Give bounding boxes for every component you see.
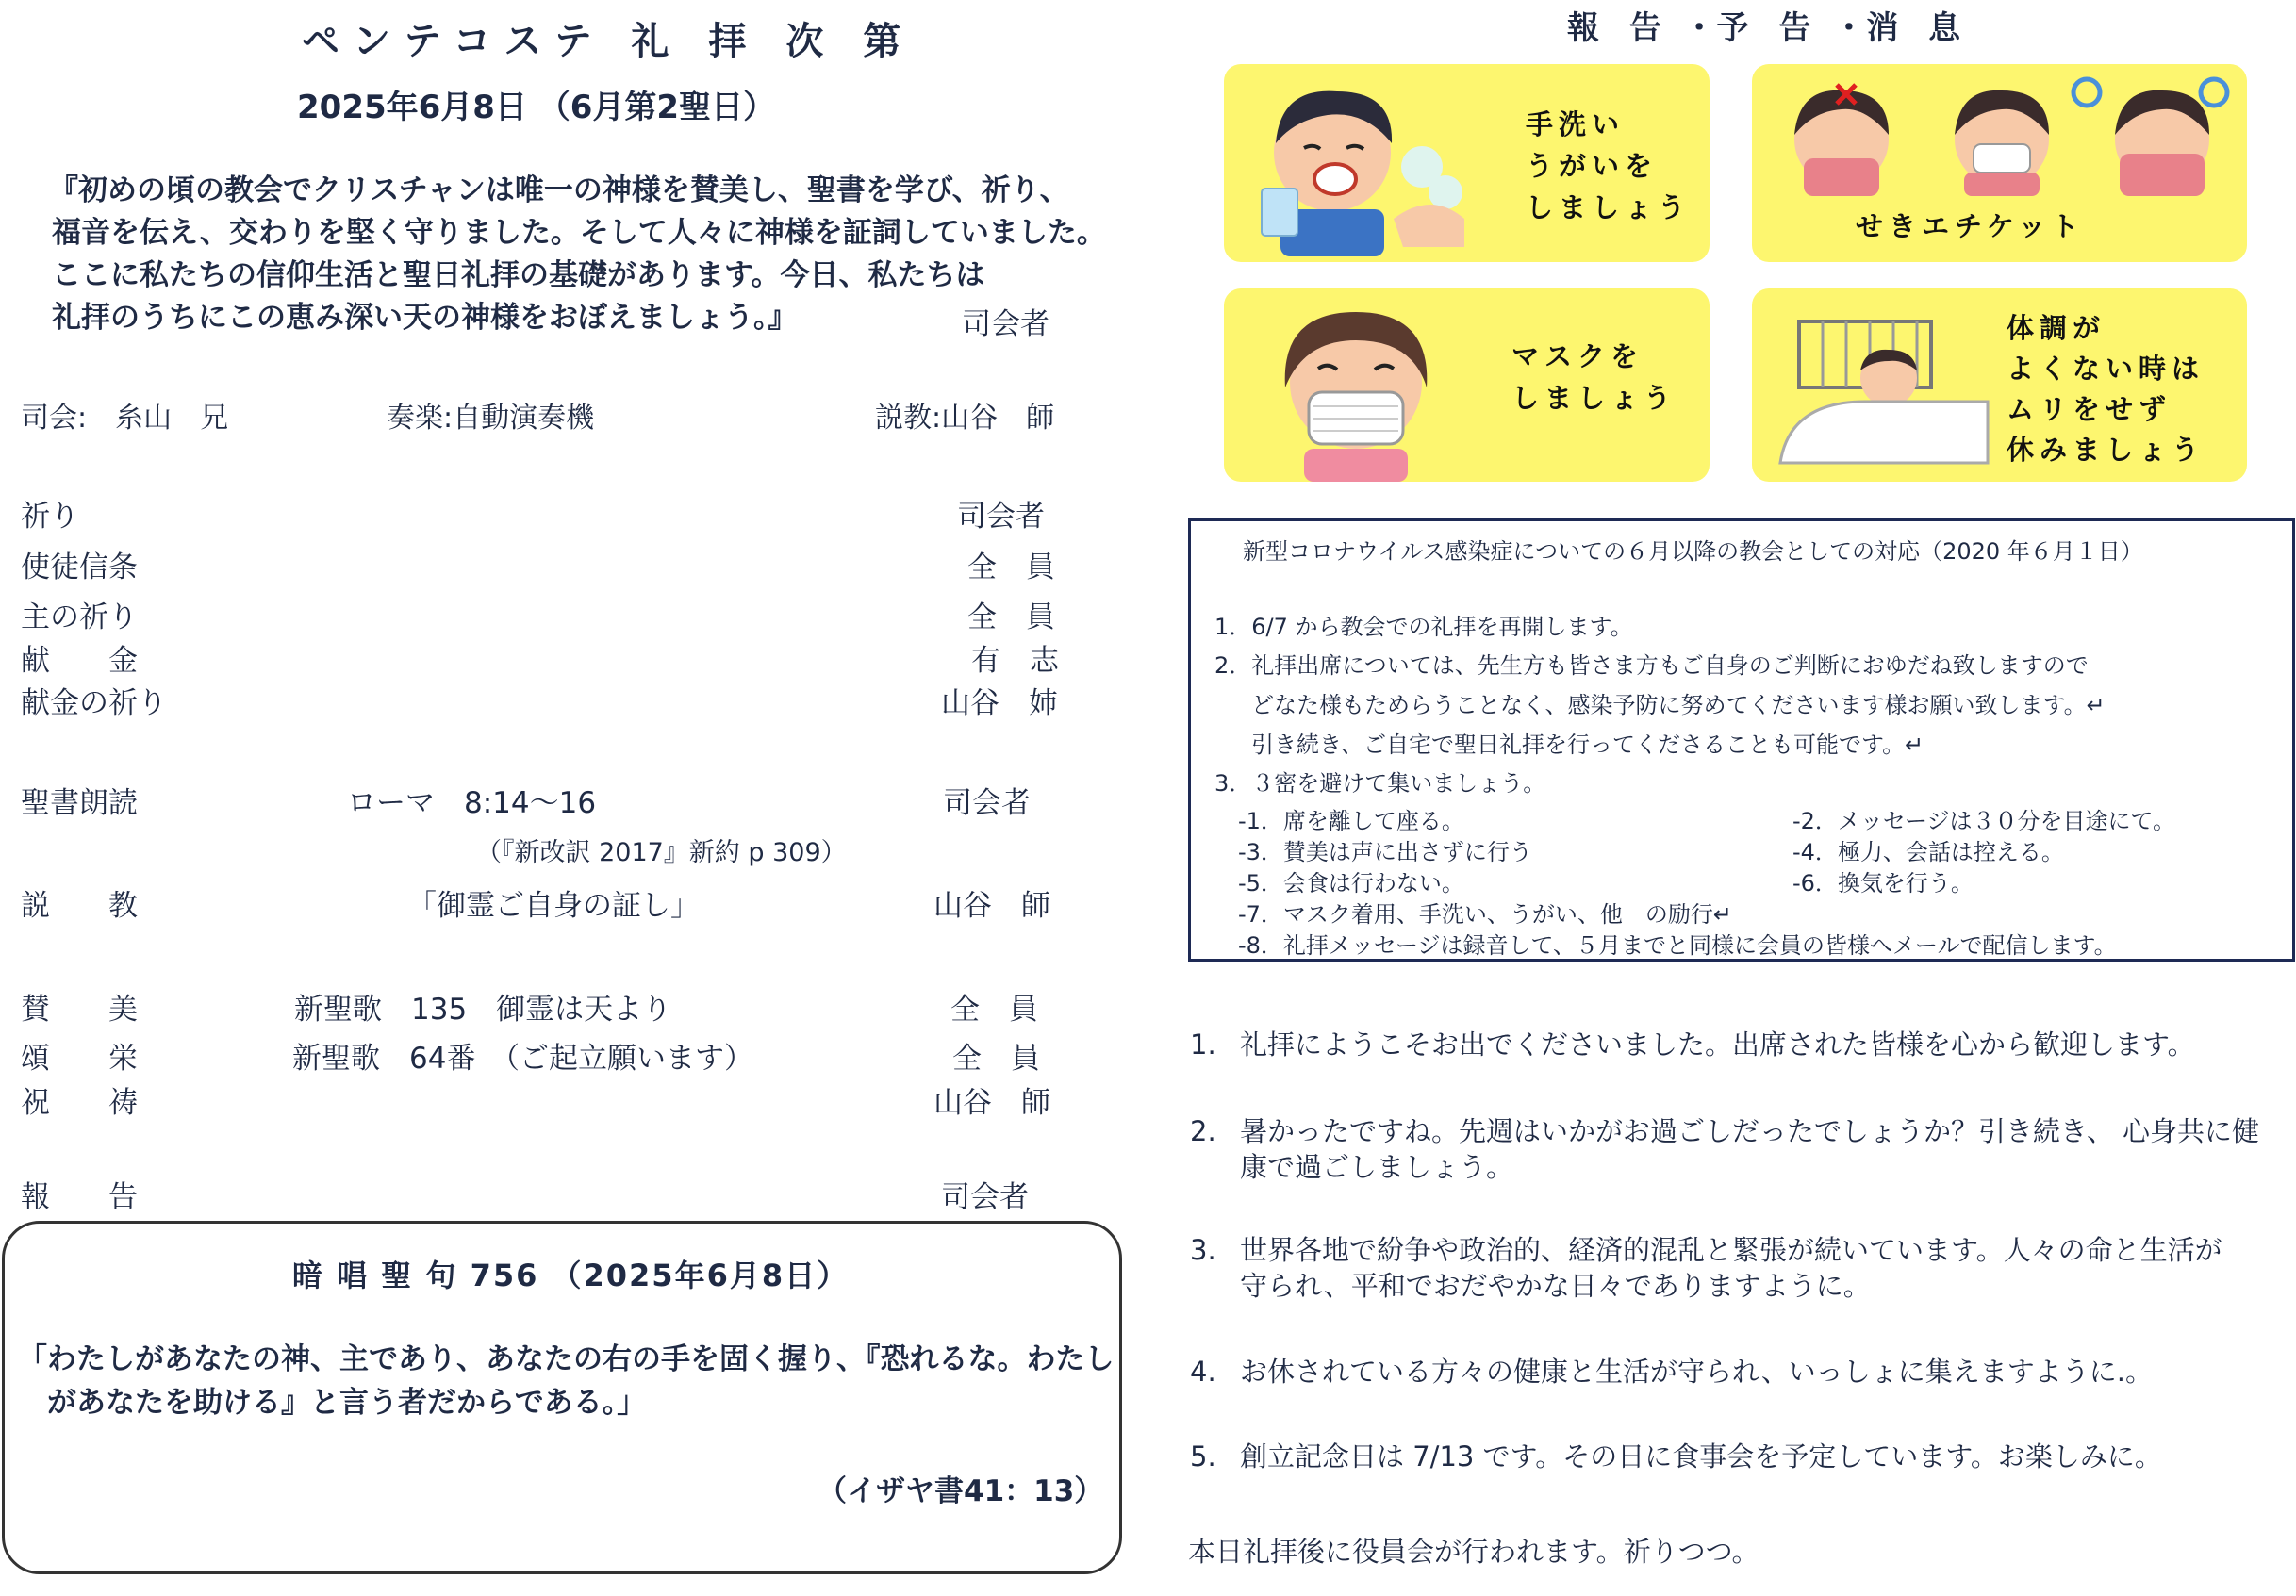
covid-rule-2: -2．メッセージは３０分を目途にて。 <box>1792 808 2176 834</box>
item-offering-role: 有 志 <box>971 644 1059 678</box>
item-creed-role: 全 員 <box>967 551 1055 584</box>
host-label: 司会: 糸山 兄 <box>21 402 229 435</box>
rest-text-1: 体調が <box>2007 312 2106 344</box>
covid-line-5: 3．３密を避けて集いましょう。 <box>1214 770 1546 797</box>
doxology-name: 頌 栄 <box>21 1042 138 1076</box>
memory-verse-box <box>2 1221 1122 1574</box>
covid-rule-4: -4．極力、会話は控える。 <box>1792 839 2064 865</box>
rest-text-2: よくない時は <box>2007 353 2205 385</box>
item-offering: 献 金 <box>21 644 138 678</box>
mask-text-2: しましょう <box>1511 382 1677 414</box>
rest-text-4: 休みましょう <box>2007 434 2205 466</box>
intro-line-4: 礼拝のうちにこの恵み深い天の神様をおぼえましょう。』 <box>52 301 798 335</box>
order-title: ペンテコステ 礼 拝 次 第 <box>302 20 915 63</box>
covid-rule-3: -3．賛美は声に出さずに行う <box>1238 839 1532 865</box>
announcement-2-text-cont: 康で過ごしましょう。 <box>1240 1151 1514 1183</box>
etiquette-text: せきエチケット <box>1856 210 2085 242</box>
card-etiquette <box>1752 64 2247 262</box>
doxology-song: 新聖歌 64番 （ご起立願います） <box>292 1042 753 1076</box>
announcement-5-text: 創立記念日は 7/13 です。その日に食事会を予定しています。お楽しみに。 <box>1240 1440 2162 1473</box>
item-lords-prayer-role: 全 員 <box>967 601 1055 634</box>
announcement-5-num: 5. <box>1190 1440 1216 1473</box>
etiquette-illustration-icon <box>1761 74 2242 196</box>
covid-rule-5: -5．会食は行わない。 <box>1238 870 1464 897</box>
announcement-3-text-cont: 守られ、平和でおだやかな日々でありますように。 <box>1240 1270 1871 1302</box>
report-role: 司会者 <box>941 1180 1029 1214</box>
reading-ref: （『新改訳 2017』新約 p 309） <box>476 838 847 867</box>
announcement-3-text: 世界各地で紛争や政治的、経済的混乱と緊張が続いています。人々の命と生活が <box>1240 1234 2222 1266</box>
rest-text-3: ムリをせず <box>2007 393 2172 425</box>
announcement-1-text: 礼拝にようこそお出でくださいました。出席された皆様を心から歓迎します。 <box>1240 1028 2195 1061</box>
covid-rule-1: -1．席を離して座る。 <box>1238 808 1464 834</box>
item-offering-prayer-role: 山谷 姉 <box>941 686 1058 720</box>
covid-line-4: 引き続き、ご自宅で聖日礼拝を行ってくださることも可能です。↵ <box>1229 732 1924 758</box>
music-label: 奏楽:自動演奏機 <box>387 402 595 435</box>
announcement-4-text: お休されている方々の健康と生活が守られ、いっしょに集えますように.。 <box>1240 1356 2153 1388</box>
covid-title: 新型コロナウイルス感染症についての６月以降の教会としての対応（2020 年６月１日） <box>1243 538 2143 565</box>
news-title: 報 告 ･予 告 ･消 息 <box>1567 9 1971 47</box>
reading-name: 聖書朗読 <box>21 786 138 820</box>
card-rest <box>1752 288 2247 482</box>
doxology-role: 全 員 <box>952 1042 1040 1076</box>
reading-role: 司会者 <box>943 786 1031 820</box>
verse-line-2: があなたを助ける』と言う者だからである。」 <box>18 1386 647 1420</box>
announcement-2-text: 暑かったですね。先週はいかがお過ごしだったでしょうか？引き続き、 心身共に健 <box>1240 1115 2260 1147</box>
intro-by: 司会者 <box>962 307 1049 341</box>
announcement-3-num: 3. <box>1190 1234 1216 1266</box>
sermon-role: 山谷 師 <box>933 889 1050 923</box>
covid-notice-box <box>1188 518 2295 962</box>
covid-line-1: 1．6/7 から教会での礼拝を再開します。 <box>1214 614 1633 640</box>
intro-line-3: ここに私たちの信仰生活と聖日礼拝の基礎があります。今日、私たちは <box>52 258 985 292</box>
praise-role: 全 員 <box>950 993 1038 1027</box>
intro-line-2: 福音を伝え、交わりを堅く守りました。そして人々に神様を証詞していました。 <box>52 216 1106 250</box>
sermon-name: 説 教 <box>21 889 138 923</box>
mask-text-1: マスクを <box>1511 340 1644 372</box>
report-name: 報 告 <box>21 1180 138 1214</box>
item-creed: 使徒信条 <box>21 551 138 584</box>
verse-line-1: 「わたしがあなたの神、主であり、あなたの右の手を固く握り、『恐れるな。わたし <box>18 1342 1115 1376</box>
announcement-4-num: 4. <box>1190 1356 1216 1388</box>
announcement-2-num: 2. <box>1190 1115 1216 1147</box>
handwash-text-2: うがいを <box>1526 150 1659 182</box>
card-handwash <box>1224 64 1710 262</box>
handwash-text-3: しましょう <box>1526 191 1692 223</box>
item-lords-prayer: 主の祈り <box>21 601 138 634</box>
item-offering-prayer: 献金の祈り <box>21 686 167 720</box>
verse-ref: （イザヤ書41：13） <box>818 1474 1104 1508</box>
covid-line-2: 2．礼拝出席については、先生方も皆さま方もご自身のご判断におゆだね致しますので <box>1214 652 2089 679</box>
praise-song: 新聖歌 135 御霊は天より <box>294 993 672 1027</box>
verse-title: 暗 唱 聖 句 756 （2025年6月8日） <box>292 1258 850 1293</box>
announcement-footer: 本日礼拝後に役員会が行われます。祈りつつ。 <box>1188 1536 1759 1568</box>
card-mask <box>1224 288 1710 482</box>
covid-rule-8: -8．礼拝メッセージは録音して、５月までと同様に会員の皆様へメールで配信します。 <box>1238 932 2117 959</box>
handwash-text-1: 手洗い <box>1526 108 1626 140</box>
covid-line-3: どなた様もためらうことなく、感染予防に努めてくださいます様お願い致します。↵ <box>1229 692 2106 718</box>
preacher-label: 説教:山谷 師 <box>875 402 1055 435</box>
benediction-name: 祝 祷 <box>21 1086 138 1120</box>
intro-line-1: 『初めの頃の教会でクリスチャンは唯一の神様を賛美し、聖書を学び、祈り、 <box>49 173 1069 207</box>
mask-illustration-icon <box>1252 298 1469 482</box>
covid-rule-6: -6．換気を行う。 <box>1792 870 1974 897</box>
sermon-title: 「御霊ご自身の証し」 <box>407 889 700 923</box>
order-date: 2025年6月8日 （6月第2聖日） <box>297 89 776 126</box>
bed-rest-illustration-icon <box>1771 312 1997 472</box>
covid-rule-7: -7．マスク着用、手洗い、うがい、他 の励行↵ <box>1238 901 1733 928</box>
reading-passage: ローマ 8:14〜16 <box>347 786 597 820</box>
item-prayer-role: 司会者 <box>957 500 1045 534</box>
praise-name: 賛 美 <box>21 993 138 1027</box>
handwash-illustration-icon <box>1252 77 1469 256</box>
announcement-1-num: 1. <box>1190 1028 1216 1061</box>
benediction-role: 山谷 師 <box>933 1086 1050 1120</box>
item-prayer: 祈り <box>21 500 79 534</box>
